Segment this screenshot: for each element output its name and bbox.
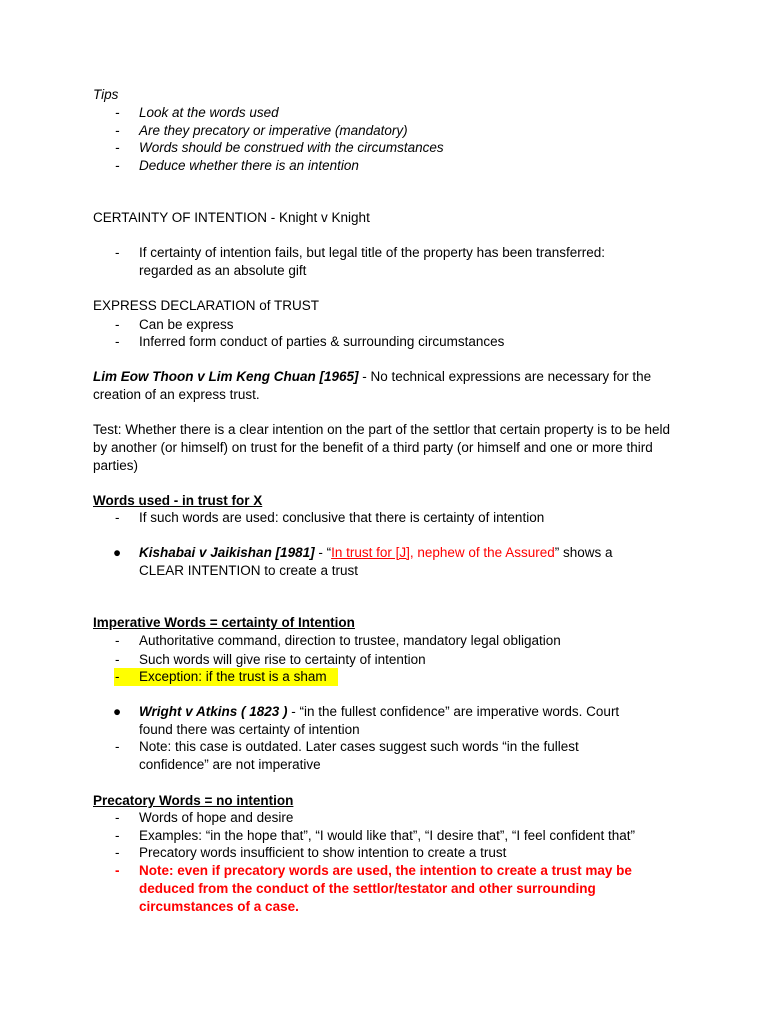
imperative-heading: Imperative Words = certainty of Intention (93, 615, 355, 630)
certainty-heading: CERTAINTY OF INTENTION - Knight v Knight (93, 210, 370, 225)
case-name: Kishabai v Jaikishan [1981] (139, 545, 315, 560)
precatory-heading: Precatory Words = no intention (93, 793, 294, 808)
document-page: Tips - Look at the words used - Are they precatory or imperative (mandatory) - Words should be construed with the circumstances - Deduce whether there is an intention CERTAINTY OF INTENTION - Knight v Knight - If certainty of intention fails, but legal title of the property has been transferred: regarded as an absolute gift EXPRESS DECLARATION of TRUST - Can be express - Inferred form conduct of parties & surrounding circumstances Lim Eow Thoon v Lim Keng Chuan [1965] - No technical expressions are necessary for the creation of an express trust. Test: Whether there is a clear intention on the part of the settlor that certain property is to be held by another (or himself) on trust for the benefit of a third party (or himself and one or more third parties) Words used - in trust for X - If such words are used: conclusive that there is certainty of intention ● Kishabai v Jaikishan [1981] - “In trust for [J], nephew of the Assured” shows a CLEAR INTENTION to create a trust Imperative Words = certainty of Intention - Authoritative command, direction to trustee, mandatory legal obligation - Such words will give rise to certainty of intention - Exception: if the trust is a sham ● Wright v Atkins ( 1823 ) - “in the fullest confidence” are imperative words. Court found there was certainty of intention - Note: this case is outdated. Later cases suggest such words “in the fullest confidence” are not imperative Precatory Words = no intention - Words of hope and desire - Examples: “in the hope that”, “I would like that”, “I desire that”, “I feel confident that” - Precatory words insufficient to show intention to create a trust - Note: even if precatory words are used, the intention to create a trust may be deduced from the conduct of the settlor/testator and other surrounding circumstances of a case. (0, 0, 768, 1024)
lim-case-paragraph: Lim Eow Thoon v Lim Keng Chuan [1965] - No technical expressions are necessary for the creation of an express trust. (93, 369, 652, 402)
bullet-icon: ● (113, 704, 122, 719)
express-heading: EXPRESS DECLARATION of TRUST (93, 298, 320, 313)
bullet-icon: ● (113, 545, 122, 560)
tips-heading: Tips (93, 87, 119, 102)
test-paragraph: Test: Whether there is a clear intention on the part of the settlor that certain property is to be held by another (or himself) on trust for the benefit of a third party (or himself and one or more third parties) (93, 422, 671, 473)
words-used-heading: Words used - in trust for X (93, 493, 263, 508)
case-name: Wright v Atkins ( 1823 ) (139, 704, 288, 719)
case-name: Lim Eow Thoon v Lim Keng Chuan [1965] (93, 369, 359, 384)
quote-rest: , nephew of the Assured (409, 545, 555, 560)
quote-underlined: In trust for [J] (331, 545, 410, 560)
